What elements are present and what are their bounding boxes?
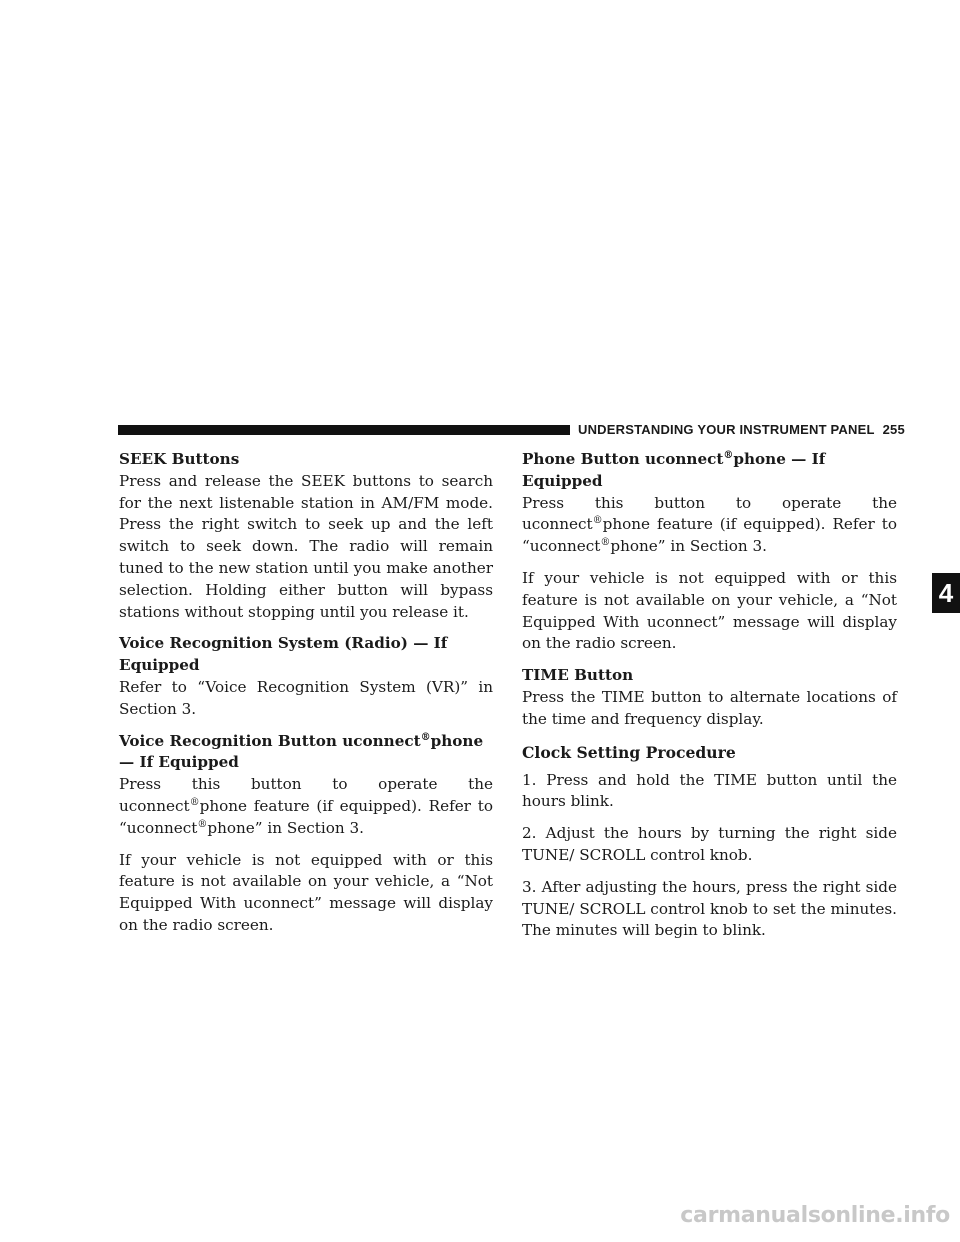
vr-system-heading: Voice Recognition System (Radio) — If Equipped — [119, 634, 448, 675]
registered-icon: ® — [420, 731, 431, 743]
registered-icon: ® — [600, 537, 611, 549]
time-button-heading: TIME Button — [522, 666, 634, 685]
vr-button-note: If your vehicle is not equipped with or this feature is not available on your vehicle, a “Not Equipped With uconnect” message will display on the radio screen. — [119, 850, 493, 934]
seek-body: Press and release the SEEK buttons to search for the next listenable station in AM/FM mode. Press the right switch to seek up and the left switch to seek down. The radio will remain tuned to the new station until you make another selection. Holding either button will bypass stations without stopping until you release it. — [119, 471, 493, 621]
watermark: carmanualsonline.info — [680, 1203, 950, 1228]
header-title: UNDERSTANDING YOUR INSTRUMENT PANEL — [578, 422, 875, 437]
clock-step-2: 2. Adjust the hours by turning the right side TUNE/ SCROLL control knob. — [522, 824, 897, 864]
seek-heading: SEEK Buttons — [119, 450, 240, 468]
phone-button-note: If your vehicle is not equipped with or this feature is not available on your vehicle, a “Not Equipped With uconnect” message will display on the radio screen. — [522, 568, 897, 653]
time-button-body: Press the TIME button to alternate locations of the time and frequency display. — [522, 687, 897, 728]
left-column — [119, 449, 493, 947]
vr-button-heading: Voice Recognition Button uconnect®phone — If Equipped — [119, 731, 484, 772]
clock-step-1: 1. Press and hold the TIME button until the hours blink. — [522, 770, 897, 811]
registered-icon: ® — [723, 449, 734, 461]
phone-button-body: Press this button to operate the uconnect®phone feature (if equipped). Refer to “uconnect®phone” in Section 3. — [522, 493, 897, 556]
page-number: 255 — [882, 422, 905, 437]
vr-system-body: Refer to “Voice Recognition System (VR)” in Section 3. — [119, 677, 493, 718]
vr-button-body: Press this button to operate the uconnect®phone feature (if equipped). Refer to “uconnect®phone” in Section 3. — [119, 775, 493, 837]
clock-heading: Clock Setting Procedure — [522, 742, 736, 762]
registered-icon: ® — [189, 796, 200, 808]
phone-button-heading: Phone Button uconnect®phone — If Equipped — [522, 449, 826, 490]
header-rule — [118, 425, 570, 435]
running-header — [578, 421, 905, 439]
clock-step-3: 3. After adjusting the hours, press the right side TUNE/ SCROLL control knob to set the minutes. The minutes will begin to blink. — [522, 877, 897, 940]
section-tab: 4 — [932, 573, 960, 613]
registered-icon: ® — [592, 515, 603, 527]
right-column — [522, 449, 897, 952]
registered-icon: ® — [197, 818, 208, 830]
